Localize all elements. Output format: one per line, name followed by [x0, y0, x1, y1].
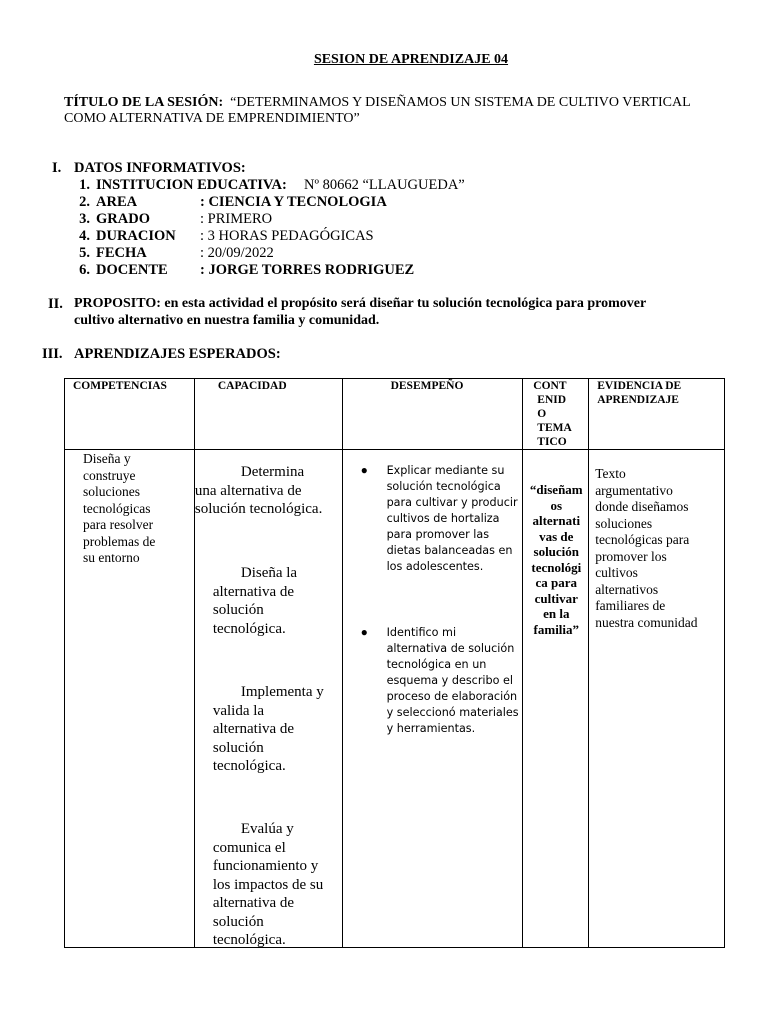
capacidad-3: Implementa y valida la alternativa de solución tecnológica. — [212, 684, 324, 774]
info-num: 4. — [79, 228, 90, 244]
info-num: 5. — [79, 245, 90, 261]
document-title: SESION DE APRENDIZAJE 04 — [313, 52, 509, 67]
section1-numeral: I. — [52, 160, 62, 176]
proposito-line2: cultivo alternativo en nuestra familia y comunidad. — [74, 312, 380, 328]
table-header-row — [65, 379, 725, 450]
header-competencias: COMPETENCIAS — [65, 379, 195, 450]
info-value: : 20/09/2022 — [200, 245, 274, 261]
session-title — [64, 95, 744, 127]
capacidad-4: Evalúa y comunica el funcionamiento y los impactos de su alternativa de solución tecnológica. — [212, 821, 324, 948]
cell-capacidad — [194, 450, 342, 948]
session-label: TÍTULO DE LA SESIÓN: — [64, 95, 224, 110]
header-contenido: CONT ENID O TEMA TICO — [523, 379, 589, 450]
capacidad-2: Diseña la alternativa de solución tecnológica. — [212, 565, 298, 637]
proposito — [74, 296, 754, 329]
bullet-icon: ● — [360, 463, 368, 477]
cell-desempeno — [342, 450, 523, 948]
header-desempeno: DESEMPEÑO — [342, 379, 523, 450]
header-capacidad: CAPACIDAD — [194, 379, 342, 450]
section1-heading: DATOS INFORMATIVOS: — [74, 160, 246, 176]
info-value: : JORGE TORRES RODRIGUEZ — [200, 262, 415, 278]
info-value: Nº 80662 “LLAUGUEDA” — [304, 177, 465, 193]
desempeno-2: Identifico mi alternativa de solución tecnológica en un esquema y describo el proceso de elaboración y seleccionó materiales y herramientas. — [386, 626, 519, 735]
aprendizajes-table — [64, 378, 725, 948]
info-key: AREA — [96, 194, 138, 210]
cell-competencia: Diseña y construye soluciones tecnológicas para resolver problemas de su entorno — [65, 450, 195, 948]
info-value: : PRIMERO — [200, 211, 273, 227]
cell-contenido: “diseñam os alternati vas de solución tecnológi ca para cultivar en la familia” — [523, 450, 589, 948]
info-num: 6. — [79, 262, 90, 278]
section3-numeral: III. — [42, 346, 63, 362]
session-title-line2: COMO ALTERNATIVA DE EMPRENDIMIENTO” — [64, 111, 360, 126]
session-title-line1: “DETERMINAMOS Y DISEÑAMOS UN SISTEMA DE CULTIVO VERTICAL — [230, 95, 691, 110]
bullet-icon: ● — [360, 625, 368, 639]
info-value: : CIENCIA Y TECNOLOGIA — [200, 194, 387, 210]
info-key: DURACION — [96, 228, 176, 244]
section2-numeral: II. — [48, 296, 63, 312]
table-row — [65, 450, 725, 948]
info-num: 2. — [79, 194, 90, 210]
info-key: INSTITUCION EDUCATIVA: — [96, 177, 287, 193]
info-num: 3. — [79, 211, 90, 227]
info-key: FECHA — [96, 245, 147, 261]
info-key: GRADO — [96, 211, 150, 227]
info-value: : 3 HORAS PEDAGÓGICAS — [200, 228, 374, 244]
info-key: DOCENTE — [96, 262, 168, 278]
capacidad-1: Determina una alternativa de solución tecnológica. — [194, 464, 323, 517]
desempeno-1: Explicar mediante su solución tecnológica para cultivar y producir cultivos de hortaliza para promover las dietas balanceadas en los adolescentes. — [386, 464, 518, 573]
proposito-line1: PROPOSITO: en esta actividad el propósito será diseñar tu solución tecnológica para promover — [74, 296, 647, 311]
cell-evidencia: Texto argumentativo donde diseñamos soluciones tecnológicas para promover los cultivos alternativos familiares de nuestra comunidad — [589, 450, 725, 948]
header-evidencia: EVIDENCIA DE APRENDIZAJE — [589, 379, 725, 450]
section3-heading: APRENDIZAJES ESPERADOS: — [74, 346, 281, 362]
info-num: 1. — [79, 177, 90, 193]
